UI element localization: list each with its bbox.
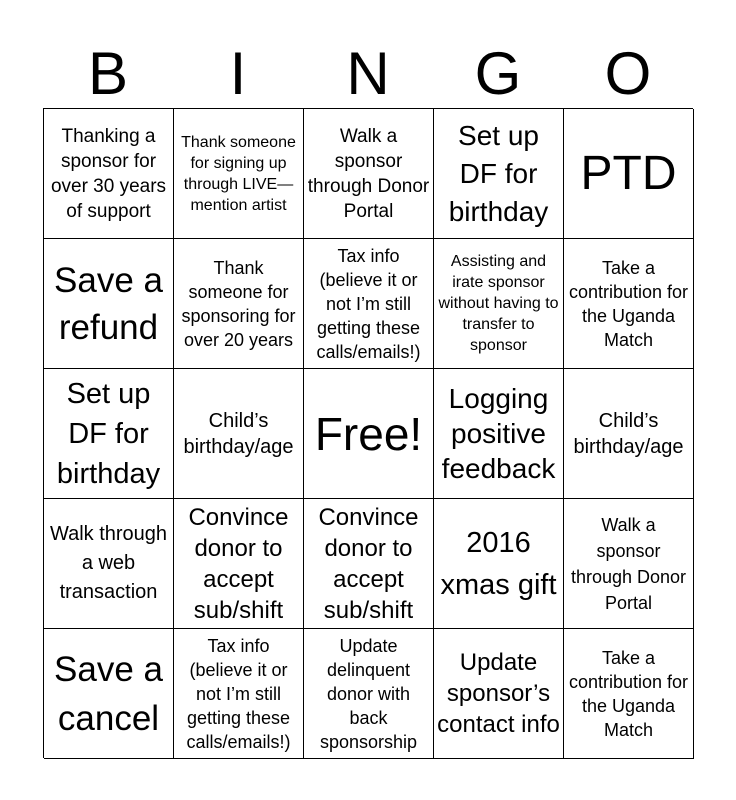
cell-text: Thanking a sponsor for over 30 years of support (50, 125, 167, 222)
cell-text: Set up DF for birthday (56, 377, 161, 490)
cell-text: Update delinquent donor with back sponsorship (319, 635, 418, 752)
cell-text: Thank someone for sponsoring for over 20 years (181, 257, 296, 350)
cell-text: Set up DF for birthday (448, 119, 549, 227)
bingo-header (43, 40, 693, 108)
bingo-cell-r3-c5[interactable] (564, 369, 694, 499)
bingo-cell-r5-c1[interactable] (44, 629, 174, 759)
cell-text: 2016 xmas gift (440, 526, 557, 601)
bingo-cell-r4-c3[interactable] (304, 499, 434, 629)
cell-text: Save a cancel (54, 649, 163, 738)
bingo-cell-r3-c2[interactable] (174, 369, 304, 499)
header-letter-n: N (346, 40, 390, 107)
header-letter-o: O (604, 40, 652, 107)
bingo-cell-r4-c2[interactable] (174, 499, 304, 629)
cell-text: Walk a sponsor through Donor Portal (307, 125, 430, 222)
bingo-cell-r2-c3[interactable] (304, 239, 434, 369)
bingo-cell-r2-c2[interactable] (174, 239, 304, 369)
bingo-cell-r1-c3[interactable] (304, 109, 434, 239)
cell-text: Walk a sponsor through Donor Portal (570, 514, 687, 613)
bingo-cell-r2-c4[interactable] (434, 239, 564, 369)
cell-text: PTD (580, 146, 677, 200)
cell-text: Update sponsor’s contact info (437, 649, 560, 738)
header-letter-i: I (229, 40, 247, 107)
bingo-cell-r3-c1[interactable] (44, 369, 174, 499)
bingo-cell-r5-c5[interactable] (564, 629, 694, 759)
header-letter-g: G (474, 40, 522, 107)
cell-text: Convince donor to accept sub/shift (188, 503, 289, 624)
bingo-cell-r5-c4[interactable] (434, 629, 564, 759)
bingo-cell-r4-c5[interactable] (564, 499, 694, 629)
bingo-grid (43, 108, 693, 758)
cell-text: Child’s birthday/age (573, 409, 684, 458)
cell-text: Save a refund (54, 260, 163, 347)
bingo-cell-r1-c4[interactable] (434, 109, 564, 239)
cell-text: Child’s birthday/age (183, 409, 294, 458)
bingo-cell-r4-c1[interactable] (44, 499, 174, 629)
bingo-cell-r1-c1[interactable] (44, 109, 174, 239)
bingo-cell-r3-c4[interactable] (434, 369, 564, 499)
cell-text: Take a contribution for the Uganda Match (568, 257, 689, 350)
cell-text: Convince donor to accept sub/shift (318, 503, 419, 624)
bingo-cell-r5-c3[interactable] (304, 629, 434, 759)
bingo-cell-r1-c2[interactable] (174, 109, 304, 239)
header-letter-b: B (87, 40, 129, 107)
cell-text: Assisting and irate sponsor without having to transfer to sponsor (438, 253, 559, 354)
cell-text: Logging positive feedback (441, 383, 556, 484)
bingo-cell-r2-c1[interactable] (44, 239, 174, 369)
cell-text: Tax info (believe it or not I’m still getting these calls/emails!) (186, 635, 291, 752)
bingo-cell-r3-c3-free[interactable] (304, 369, 434, 499)
cell-text: Tax info (believe it or not I’m still getting these calls/emails!) (316, 245, 421, 362)
bingo-cell-r4-c4[interactable] (434, 499, 564, 629)
cell-text: Take a contribution for the Uganda Match (568, 647, 689, 740)
bingo-cell-r5-c2[interactable] (174, 629, 304, 759)
bingo-cell-r2-c5[interactable] (564, 239, 694, 369)
free-space-text: Free! (314, 407, 423, 460)
bingo-cell-r1-c5[interactable] (564, 109, 694, 239)
cell-text: Walk through a web transaction (49, 523, 168, 603)
cell-text: Thank someone for signing up through LIVE—mention artist (181, 133, 296, 214)
